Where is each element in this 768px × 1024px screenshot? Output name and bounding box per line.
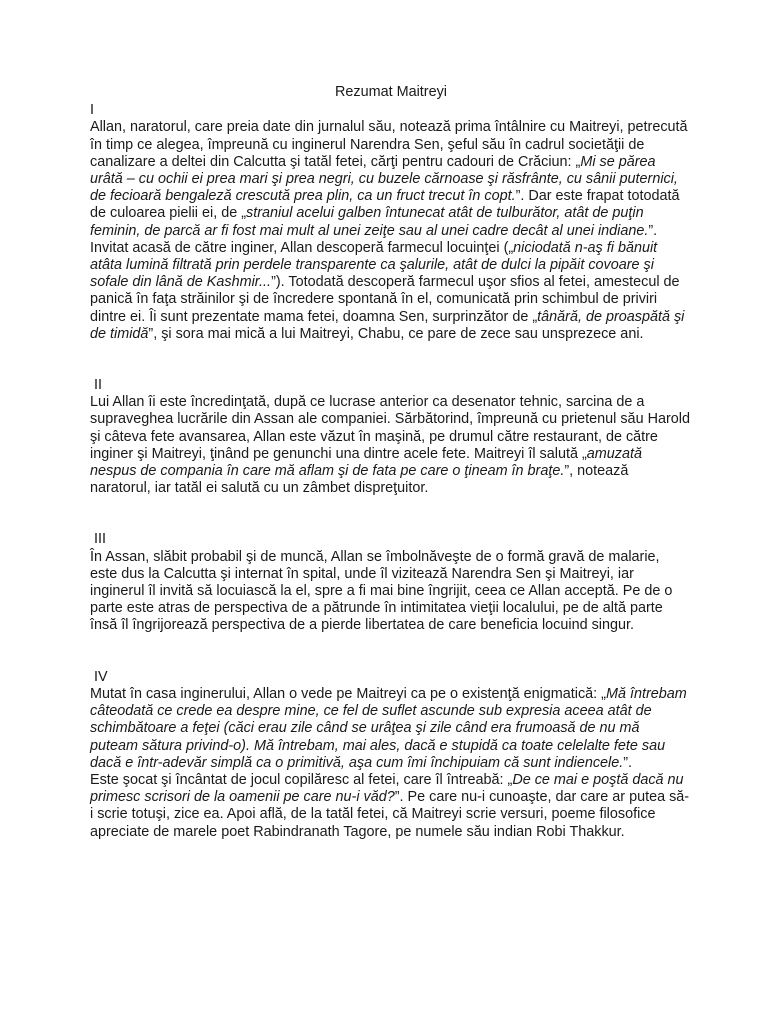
paragraph	[90, 119, 690, 239]
quote-text: niciodată n-aş fi bănuit atâta lumină filtrată prin perdele transparente ca şalurile, atât de dulci la pipăit covoare şi sofale din lână de Kashmir...	[90, 239, 658, 291]
text-run: ”, şi sora mai mică a lui Maitreyi, Chabu, ce pare de zece sau unsprezece ani.	[148, 325, 644, 342]
section-number: IV	[90, 668, 108, 685]
paragraph	[90, 772, 690, 841]
quote-text: tânără, de proaspătă şi de timidă	[90, 308, 685, 342]
text-run: ”.	[623, 754, 633, 771]
section-number: I	[90, 102, 94, 119]
text-run: ”. Dar este frapat totodată de culoarea pielii ei, de „	[90, 188, 680, 222]
section-4	[90, 669, 690, 841]
spacer	[90, 343, 690, 377]
paragraph	[90, 394, 690, 497]
spacer	[90, 497, 690, 531]
text-run: Este şocat şi încântat de jocul copilăresc al fetei, care îl întreabă: „	[90, 771, 513, 788]
section-number: II	[90, 377, 102, 394]
text-run: ”. Pe care nu-i cunoaşte, dar care ar putea să-i scrie totuşi, zice ea. Apoi află, de la tatăl fetei, că Maitreyi scrie versuri, poeme filosofice apreciate de marele poet Rabindranath Tagore, pe numele său indian Robi Thakkur.	[90, 789, 690, 840]
paragraph	[90, 686, 690, 772]
text-run: Allan, naratorul, care preia date din jurnalul său, notează prima întâlnire cu Maitreyi, petrecută în timp ce alegea, împreună cu inginerul Narendra Sen, şeful său în cadrul societăţii de canalizare a deltei din Calcutta şi tatăl fetei, cărţi pentru cadouri de Crăciun: „	[90, 119, 688, 170]
quote-text: straniul acelui galben întunecat atât de tulburător, atât de puţin feminin, de parcă ar fi fost mai mult al unei zeiţe sau al unei cadre decât al unei indiane.	[90, 205, 649, 239]
text-run: Lui Allan îi este încredinţată, după ce lucrase anterior ca desenator tehnic, sarcina de a supraveghea lucrările din Assan ale companiei. Sărbătorind, împreună cu prietenul său Harold şi câteva fete avansarea, Allan este văzut în maşină, pe drumul către restaurant, de către inginer şi Maitreyi, ţinând pe genunchi una dintre acele fete. Maitreyi îl salută „	[90, 394, 690, 462]
section-number: III	[90, 531, 106, 548]
section-1	[90, 102, 690, 343]
quote-text: Mi se părea urâtă – cu ochii ei prea mari şi prea negri, cu buzele cărnoase şi răsfrânte, cu sânii puternici, de fecioară bengaleză crescută prea plin, ca un fruct trecut în copt.	[90, 153, 678, 205]
text-run: Mutat în casa inginerului, Allan o vede pe Maitreyi ca pe o existenţă enigmatică: „	[90, 685, 606, 702]
text-run: ”.	[648, 222, 658, 239]
text-run: Invitat acasă de către inginer, Allan descoperă farmecul locuinţei („	[90, 239, 514, 256]
paragraph	[90, 549, 690, 635]
section-3	[90, 531, 690, 634]
document-page	[90, 84, 690, 841]
quote-text: amuzată nespus de compania în care mă aflam şi de fata pe care o ţineam în braţe.	[90, 445, 642, 480]
text-run: ”, notează naratorul, iar tatăl ei salută cu un zâmbet dispreţuitor.	[90, 463, 629, 497]
document-title: Rezumat Maitreyi	[335, 84, 447, 100]
section-2	[90, 377, 690, 497]
quote-text: Mă întrebam câteodată ce crede ea despre mine, ce fel de suflet ascunde sub expresia aceea atât de schimbătoare a feţei (căci erau zile când se urâţea şi zile când era frumoasă de nu mă puteam sătura privind-o). Mă întrebam, mai ales, dacă e stupidă ca toate celelalte fete sau dacă e într-adevăr simplă ca o primitivă, aşa cum îmi închipuiam că sunt indiencele.	[90, 685, 687, 771]
text-run: În Assan, slăbit probabil şi de muncă, Allan se îmbolnăveşte de o formă gravă de malarie, este dus la Calcutta şi internat în spital, unde îl vizitează Narendra Sen şi Maitreyi, iar inginerul îl invită să locuiască la el, spre a fi mai bine îngrijit, ceea ce Allan acceptă. Pe de o parte este atras de perspectiva de a pătrunde în intimitatea vieţii localului, pe de altă parte însă îl îngrijorează perspectiva de a pierde libertatea de care beneficia locuind singur.	[90, 548, 673, 634]
text-run: ”). Totodată descoperă farmecul uşor sfios al fetei, amestecul de panică în faţa străinilor şi de încredere spontană în el, comunicată prin schimbul de priviri dintre ei. Îi sunt prezentate mama fetei, doamna Sen, surprinzător de „	[90, 274, 680, 325]
spacer	[90, 635, 690, 669]
quote-text: De ce mai e poştă dacă nu primesc scrisori de la oamenii pe care nu-i văd?	[90, 771, 684, 806]
paragraph	[90, 240, 690, 343]
